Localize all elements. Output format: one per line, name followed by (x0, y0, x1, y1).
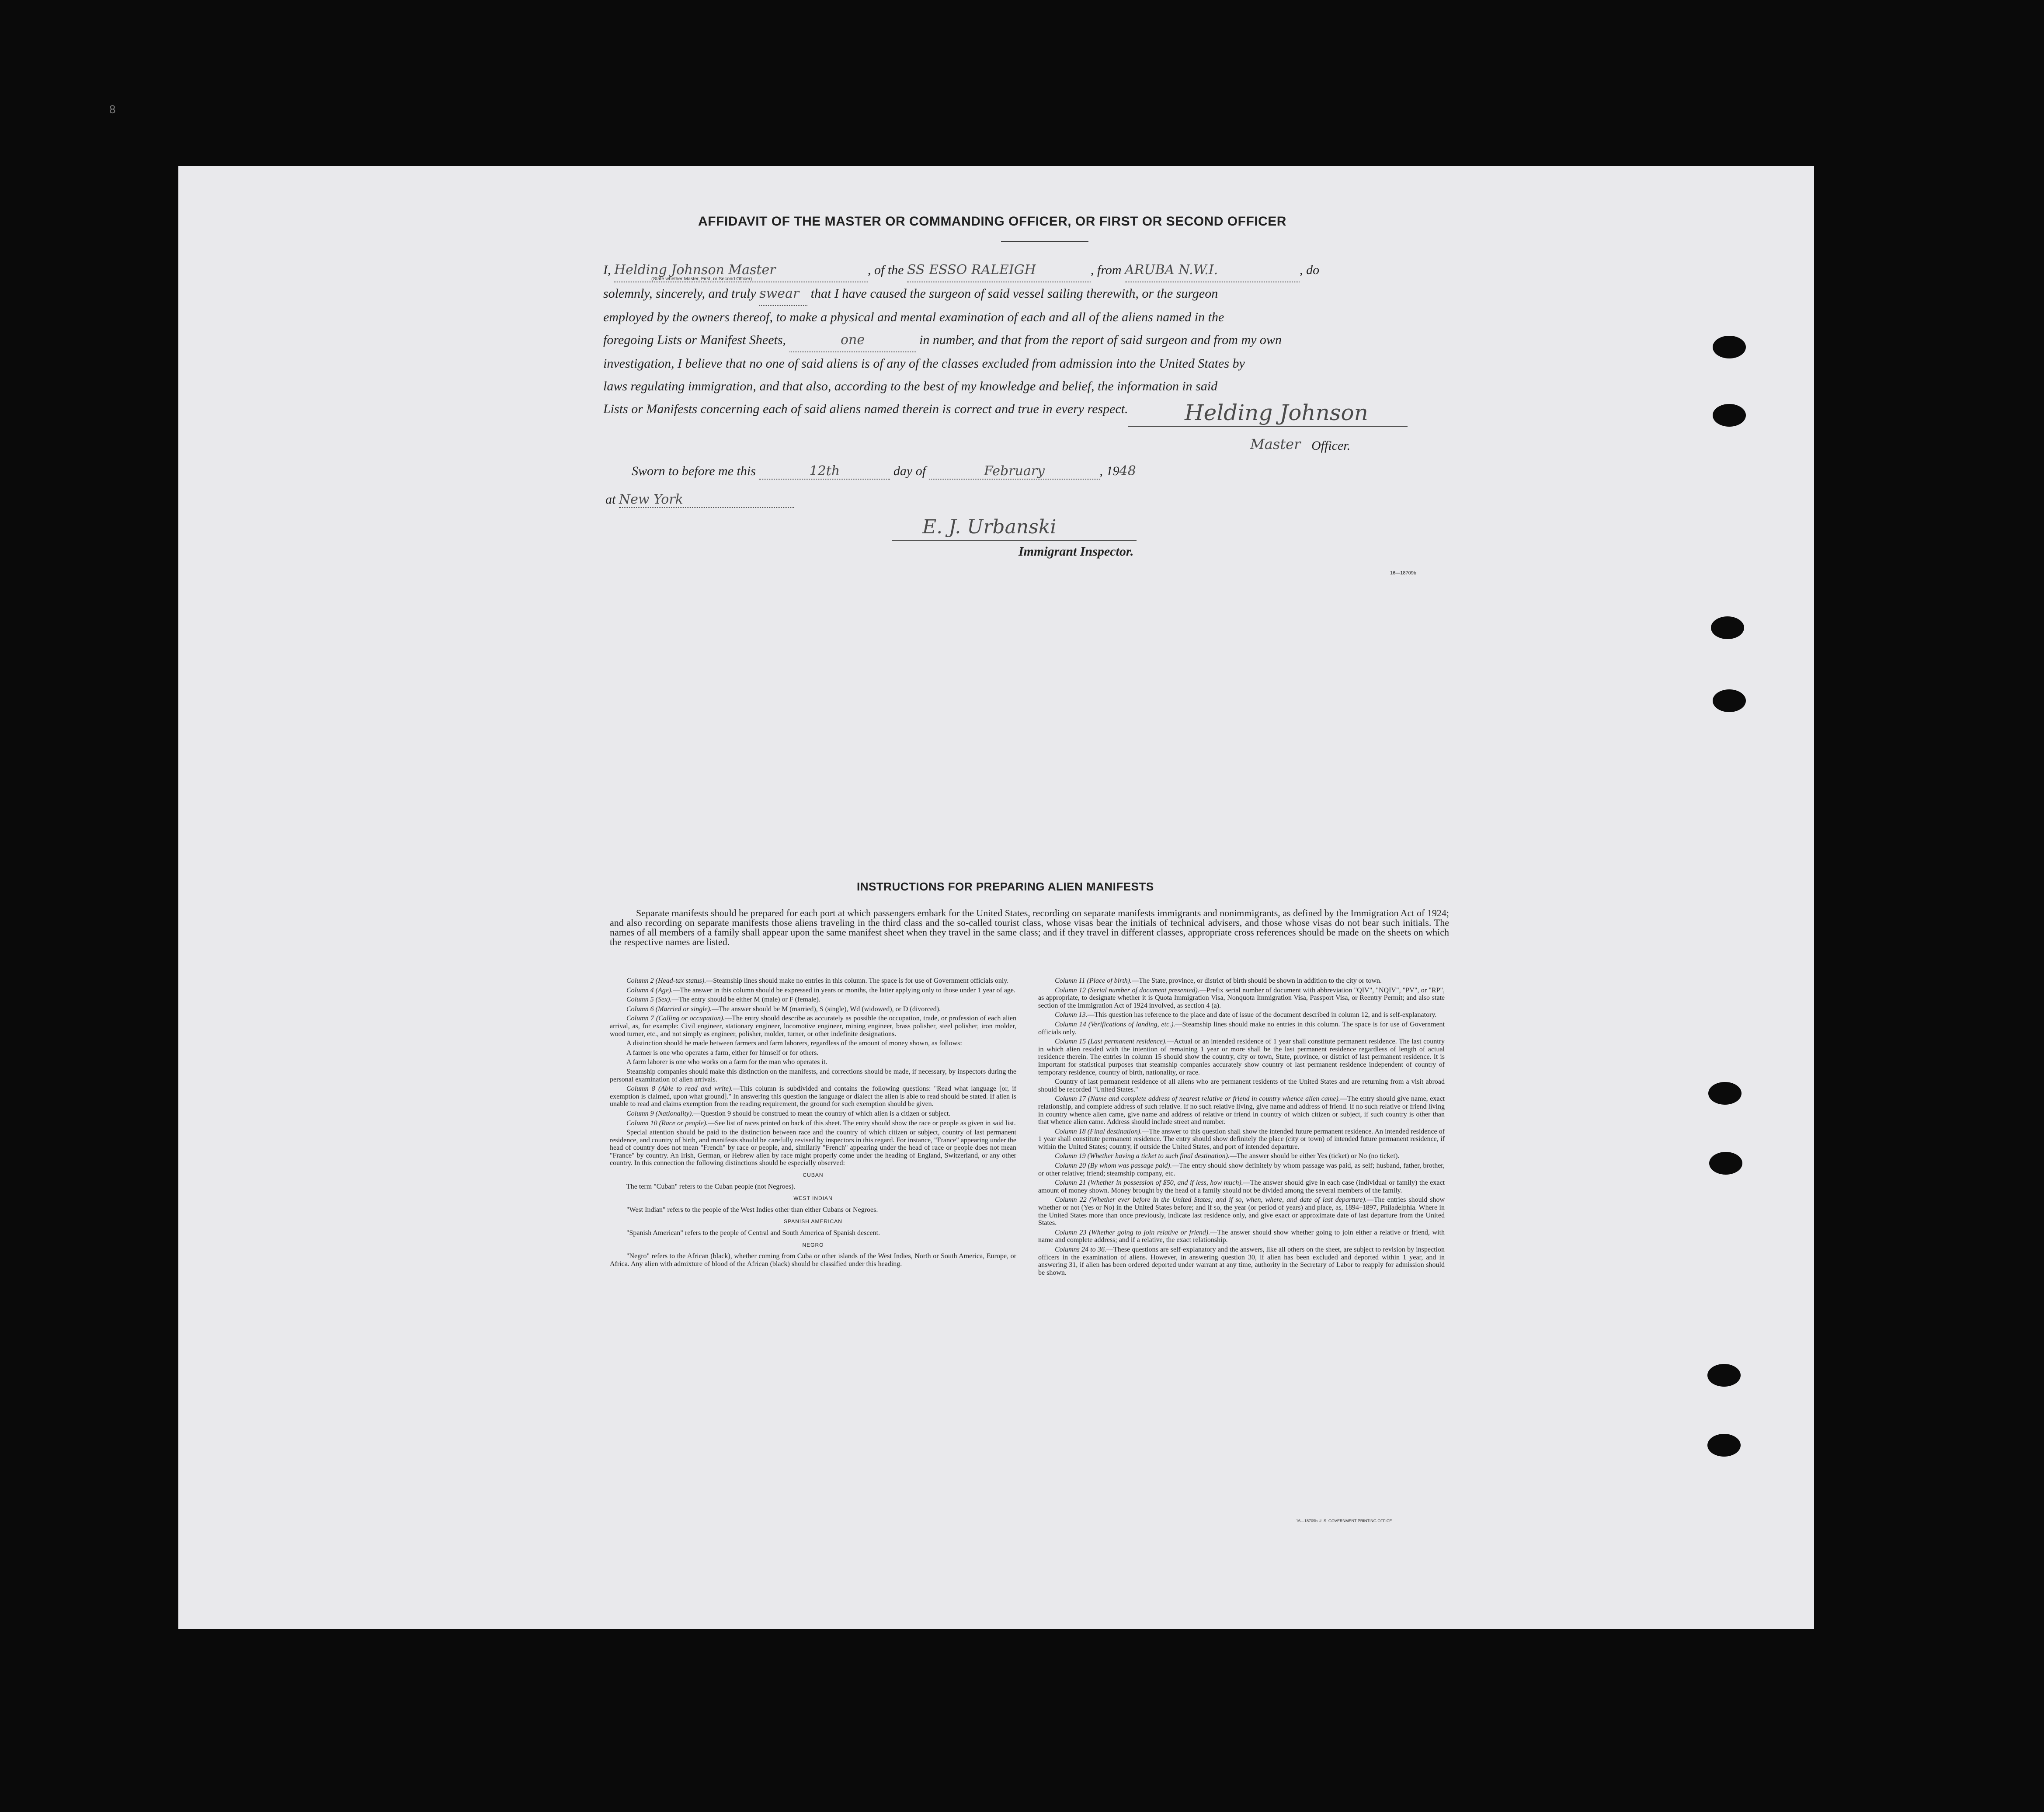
negro-definition: "Negro" refers to the African (black), whether coming from Cuba or other islands of the West Indies, North or South America, Europe, or Africa. Any alien with admixture of blood of the African (black) should be classified under this heading. (610, 1252, 1016, 1268)
affidavit-title: AFFIDAVIT OF THE MASTER OR COMMANDING OFFICER, OR FIRST OR SECOND OFFICER (698, 214, 1286, 229)
text: at (605, 492, 616, 507)
instruction-paragraph: Column 7 (Calling or occupation).—The entry should describe as accurately as possible the occupation, trade, or profession of each alien arrival, as, for example: Civil engineer, stationary engineer, locomotive engineer, mining engineer, brass polisher, steel polisher, iron molder, wood turner, etc., and not simply as engineer, polisher, molder, turner, or other indefinite designations. (610, 1015, 1017, 1038)
affidavit-body (603, 259, 1438, 421)
instruction-paragraph: Column 18 (Final destination).—The answer to this question shall show the intended future permanent residence. An intended residence of 1 year shall constitute permanent residence. The entry should show definitely the place (city or town) of intended future permanent residence, if within the United States; country, if outside the United States, and port of intended departure. (1038, 1127, 1445, 1151)
sworn-day-field: 12th (759, 463, 890, 480)
text: solemnly, sincerely, and truly (603, 286, 756, 301)
west-indian-heading: WEST INDIAN (793, 1195, 833, 1202)
sworn-place-line (605, 492, 868, 508)
instruction-paragraph: Column 19 (Whether having a ticket to such final destination).—The answer should be either Yes (ticket) or No (no ticket). (1055, 1152, 1400, 1160)
inspector-title: Immigrant Inspector. (1019, 544, 1134, 559)
affidavit-line-4 (603, 329, 1438, 352)
scan-frame-mark: 8 (109, 103, 116, 116)
master-signature: Helding Johnson (1185, 400, 1368, 425)
oath-word-field: swear (759, 282, 807, 306)
text: I, (603, 263, 611, 277)
binder-punch-holes (1705, 166, 1814, 1629)
text: foregoing Lists or Manifest Sheets, (603, 333, 786, 347)
punch-hole (1709, 1152, 1742, 1175)
master-title: Master (1250, 436, 1301, 452)
cuban-definition: The term "Cuban" refers to the Cuban people (not Negroes). (626, 1182, 796, 1190)
instruction-paragraph: Column 17 (Name and complete address of nearest relative or friend in country whence alien came).—The entry should give name, exact relationship, and complete address of such relative. If no such relative living, give name and address of friend. If no such relative or friend living in country whence alien came, give name and address of relative or friend in country of which citizen or subject, if such country is other than that whence alien came. Address should include street and number. (1038, 1095, 1445, 1126)
text: in number, and that from the report of said surgeon and from my own (919, 333, 1282, 347)
master-signature-block (1119, 400, 1451, 452)
instruction-paragraph: Special attention should be paid to the distinction between race and the country of which citizen or subject, country of last permanent residence, and country of birth, and manifests should be carefully revised by inspectors in this regard. For instance, "France" appearing under the head of country does not mean "French" by race or people, and, similarly "French" appearing under the head of race or people does not mean "France" by country. An Irish, German, or Hebrew alien by race might properly come under the heading of England, Switzerland, or any other country. In this connection the following distinctions should be especially observed: (610, 1129, 1016, 1167)
sworn-month-field: February (929, 463, 1100, 480)
signature-rule (892, 540, 1137, 541)
punch-hole (1713, 689, 1746, 712)
instruction-paragraph: Column 23 (Whether going to join relative or friend).—The answer should show whether going to join either a relative or friend, with name and complete address; and if a relative, the exact relationship. (1038, 1228, 1445, 1244)
punch-hole (1707, 1364, 1741, 1387)
instructions-title: INSTRUCTIONS FOR PREPARING ALIEN MANIFESTS (857, 880, 1154, 893)
instruction-paragraph: Column 5 (Sex).—The entry should be either M (male) or F (female). (626, 996, 820, 1004)
inspector-signature-block (892, 516, 1137, 541)
spanish-american-definition: "Spanish American" refers to the people of Central and South America of Spanish descent. (626, 1229, 880, 1237)
punch-hole (1713, 336, 1746, 358)
affidavit-line-2 (603, 282, 1438, 306)
punch-hole (1707, 1434, 1741, 1457)
punch-hole (1708, 1082, 1742, 1105)
affidavit-line-7: Lists or Manifests concerning each of said aliens named therein is correct and true in every respect. (603, 402, 1128, 416)
instruction-paragraph: A farmer is one who operates a farm, either for himself or for others. (626, 1049, 819, 1057)
inspector-signature: E. J. Urbanski (922, 516, 1057, 538)
instruction-paragraph: Column 21 (Whether in possession of $50, and if less, how much).—The answer should give in each case (individual or family) the exact amount of money shown. Money brought by the head of a family should not be divided among the several members of the family. (1038, 1179, 1445, 1194)
punch-hole (1711, 616, 1744, 639)
instructions-left-column (610, 977, 1016, 1269)
instruction-paragraph: Column 14 (Verifications of landing, etc.).—Steamship lines should make no entries in this column. The space is for use of Government officials only. (1038, 1020, 1445, 1036)
instruction-paragraph: Column 6 (Married or single).—The answer should be M (married), S (single), Wd (widowed), or D (divorced). (626, 1005, 941, 1013)
text: , of the (868, 263, 904, 277)
text: day of (893, 464, 926, 478)
vessel-name-field: SS ESSO RALEIGH (907, 259, 1091, 282)
instruction-paragraph: Columns 24 to 36.—These questions are self-explanatory and the answers, like all others on the sheet, are subject to revision by inspection officers in the examination of aliens. However, in answering question 30, if alien has been excluded and deported within 1 year, and in answering 31, if alien has been ordered deported under warrant at any time, authority in the Secretary of Labor to reapply for admission should be shown. (1038, 1246, 1445, 1276)
affidavit-line-6: laws regulating immigration, and that also, according to the best of my knowledge and belief, the information in said (603, 379, 1218, 393)
form-number: 16—18709b (1390, 570, 1416, 576)
sworn-year-field: 48 (1119, 463, 1136, 479)
instruction-paragraph: Column 11 (Place of birth).—The State, province, or district of birth should be shown in addition to the city or town. (1055, 977, 1382, 984)
text: that I have caused the surgeon of said vessel sailing therewith, or the surgeon (810, 286, 1218, 301)
instruction-paragraph: Column 22 (Whether ever before in the United States; and if so, when, where, and date of last departure).—The entries should show whether or not (Yes or No) in the United States before; and if so, the year (or period of years) and place, as, 1894–1897, Philadelphia. Where in the United States more than once previously, indicate last residence only, and give exact or approximate date of last departure from the United States. (1038, 1196, 1445, 1227)
instruction-paragraph: Column 8 (Able to read and write).—This column is subdivided and contains the following questions: "Read what language [or, if exemption is claimed, upon what ground]." In answering this question the language or dialect the alien is able to read should be stated. If alien is unable to read and claims exemption from the reading requirement, the ground for such exemption should be given. (610, 1085, 1017, 1108)
instruction-paragraph: Country of last permanent residence of all aliens who are permanent residents of the United States and are returning from a visit abroad should be recorded "United States." (1038, 1078, 1445, 1093)
text: , 19 (1099, 464, 1119, 478)
instruction-paragraph: A distinction should be made between farmers and farm laborers, regardless of the amount of money shown, as follows: (626, 1040, 962, 1047)
text: , from (1091, 263, 1122, 277)
punch-hole (1713, 404, 1746, 427)
text: Sworn to before me this (632, 464, 756, 478)
instruction-paragraph: Column 15 (Last permanent residence).—Actual or an intended residence of 1 year shall constitute permanent residence. The last country in which alien resided with the intention of remaining 1 year or more shall be the last permanent residence regardless of length of actual residence therein. The entries in column 15 should show the country, city or town, State, province, or district of last permanent residence. It is important for statistical purposes that steamship companies accurately show country of last permanent residence independent of country of temporary residence, country of birth, nationality, or race. (1038, 1038, 1445, 1076)
sworn-line (632, 463, 1287, 480)
instruction-paragraph: Column 13.—This question has reference to the place and date of issue of the document described in column 12, and is self-explanatory. (1055, 1011, 1437, 1019)
officer-label: Officer. (1311, 438, 1351, 453)
title-rule (1001, 241, 1088, 242)
instruction-paragraph: Column 4 (Age).—The answer in this column should be expressed in years or months, the latter applying only to those under 1 year of age. (626, 986, 1016, 994)
sworn-place-field: New York (619, 492, 794, 508)
printer-imprint: 16—18709b U. S. GOVERNMENT PRINTING OFFICE (1296, 1519, 1392, 1523)
signature-rule (1128, 426, 1408, 427)
instruction-paragraph: Column 2 (Head-tax status).—Steamship lines should make no entries in this column. The space is for use of Government officials only. (626, 977, 1009, 984)
instructions-intro: Separate manifests should be prepared for each port at which passengers embark for the United States, recording on separate manifests immigrants and nonimmigrants, as defined by the Immigration Act of 1924; and also recording on separate manifests those aliens traveling in the third class and the so-called tourist class, whose visas bear the initials of technical advisers, and those whose visas do not bear such initials. The names of all members of a family shall appear upon the same manifest sheet when they travel in the same class; and if they travel in different classes, appropriate cross references should be made on the sheets on which the respective names are listed. (610, 908, 1449, 947)
affidavit-line-3: employed by the owners thereof, to make a physical and mental examination of each and all of the aliens named in the (603, 310, 1224, 324)
instruction-paragraph: A farm laborer is one who works on a farm for the man who operates it. (626, 1058, 827, 1066)
instruction-paragraph: Column 10 (Race or people).—See list of races printed on back of this sheet. The entry should show the race or people as given in said list. (626, 1119, 1016, 1127)
west-indian-definition: "West Indian" refers to the people of the West Indies other than either Cubans or Negroes. (626, 1206, 878, 1214)
text: , do (1300, 263, 1320, 277)
officer-rank-note: (State whether Master, First, or Second Officer) (651, 276, 752, 282)
instruction-paragraph: Column 12 (Serial number of document presented).—Prefix serial number of document with abbreviation "QIV", "NQIV", "PV", or "RP", as appropriate, to designate whether it is Quota Immigration Visa, Nonquota Immigration Visa, Passport Visa, or Reentry Permit; and also state section of the Immigration Act of 1924 involved, as section 4 (a). (1038, 986, 1445, 1009)
instructions-right-column (1038, 977, 1445, 1278)
instruction-paragraph: Column 9 (Nationality).—Question 9 should be construed to mean the country of which alien is a citizen or subject. (626, 1109, 951, 1117)
negro-heading: NEGRO (802, 1242, 824, 1248)
instruction-paragraph: Column 20 (By whom was passage paid).—The entry should show definitely by whom passage was paid, as self; husband, father, brother, or other relative; friend; steamship company, etc. (1038, 1162, 1445, 1177)
spanish-american-heading: SPANISH AMERICAN (784, 1218, 842, 1225)
instruction-paragraph: Steamship companies should make this distinction on the manifests, and corrections should be made, if necessary, by inspectors during the personal examination of alien arrivals. (610, 1068, 1016, 1083)
master-name-field: Helding Johnson Master (614, 259, 868, 282)
sheet-count-field: one (789, 329, 916, 352)
departure-port-field: ARUBA N.W.I. (1125, 259, 1300, 282)
cuban-heading: CUBAN (803, 1172, 824, 1179)
affidavit-line-5: investigation, I believe that no one of said aliens is of any of the classes excluded from admission into the United States by (603, 356, 1245, 371)
